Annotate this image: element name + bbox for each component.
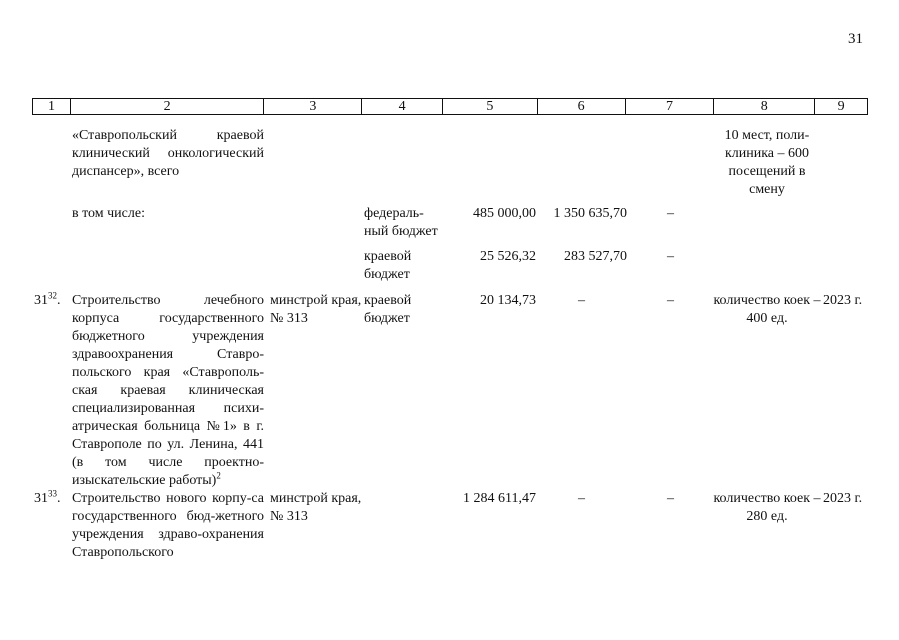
row-3-source: краевой бюджет xyxy=(364,293,412,326)
header-col-4: 4 xyxy=(362,99,443,114)
row-4-col7: – xyxy=(667,491,674,506)
row-4-col6: – xyxy=(578,491,585,506)
header-col-3: 3 xyxy=(264,99,362,114)
header-col-8: 8 xyxy=(714,99,815,114)
row-2-source: краевой бюджет xyxy=(364,249,412,282)
row-3-number: $31^{32}$. xyxy=(34,290,61,308)
row-4-number: $31^{33}$. xyxy=(34,488,61,506)
row-2-col5: 25 526,32 xyxy=(480,249,536,264)
row-4-year: 2023 г. xyxy=(823,491,863,506)
row-1-col6: 1 350 635,70 xyxy=(553,206,627,221)
row-3-customer: минстрой края, № 313 xyxy=(270,293,362,326)
row-4-name: Строительство нового корпу-са государственного бюд-жетного учреждения здраво-охранения Ставропольского xyxy=(72,491,264,560)
header-col-5: 5 xyxy=(443,99,538,114)
page-number: 31 xyxy=(848,31,863,47)
header-col-9: 9 xyxy=(837,99,845,114)
row-0-name: «Ставропольский краевой клинический онкологический диспансер», всего xyxy=(72,128,264,179)
row-1-col5: 485 000,00 xyxy=(473,206,536,221)
header-col-2: 2 xyxy=(71,99,265,114)
table-header-row xyxy=(32,98,868,115)
header-col-7: 7 xyxy=(626,99,715,114)
row-3-col6: – xyxy=(578,293,585,308)
row-4-customer: минстрой края, № 313 xyxy=(270,491,362,524)
row-3-name: Строительство лечебного корпуса государственного бюджетного учреждения здравоохранения Ставро-польского края «Ставрополь-ская краевая клиническая специализированная психи-атрическая больница №1» в г. Ставрополе по ул. Ленина, 441 (в том числе проектно-изыскательские работы)$^2$ xyxy=(72,293,264,488)
header-col-1: 1 xyxy=(33,99,71,114)
header-col-6: 6 xyxy=(538,99,626,114)
row-2-col6: 283 527,70 xyxy=(564,249,627,264)
row-3-capacity: количество коек – 400 ед. xyxy=(713,293,821,326)
row-4-col5: 1 284 611,47 xyxy=(463,491,536,506)
row-2-col7: – xyxy=(667,249,674,264)
row-3-col5: 20 134,73 xyxy=(480,293,536,308)
row-3-col7: – xyxy=(667,293,674,308)
row-1-source: федераль-ный бюджет xyxy=(364,206,438,239)
row-3-year: 2023 г. xyxy=(823,293,863,308)
row-1-col7: – xyxy=(667,206,674,221)
row-0-capacity: 10 мест, поли-клиника – 600 посещений в смену xyxy=(724,128,810,197)
row-1-name: в том числе: xyxy=(72,206,145,221)
row-4-capacity: количество коек – 280 ед. xyxy=(713,491,821,524)
